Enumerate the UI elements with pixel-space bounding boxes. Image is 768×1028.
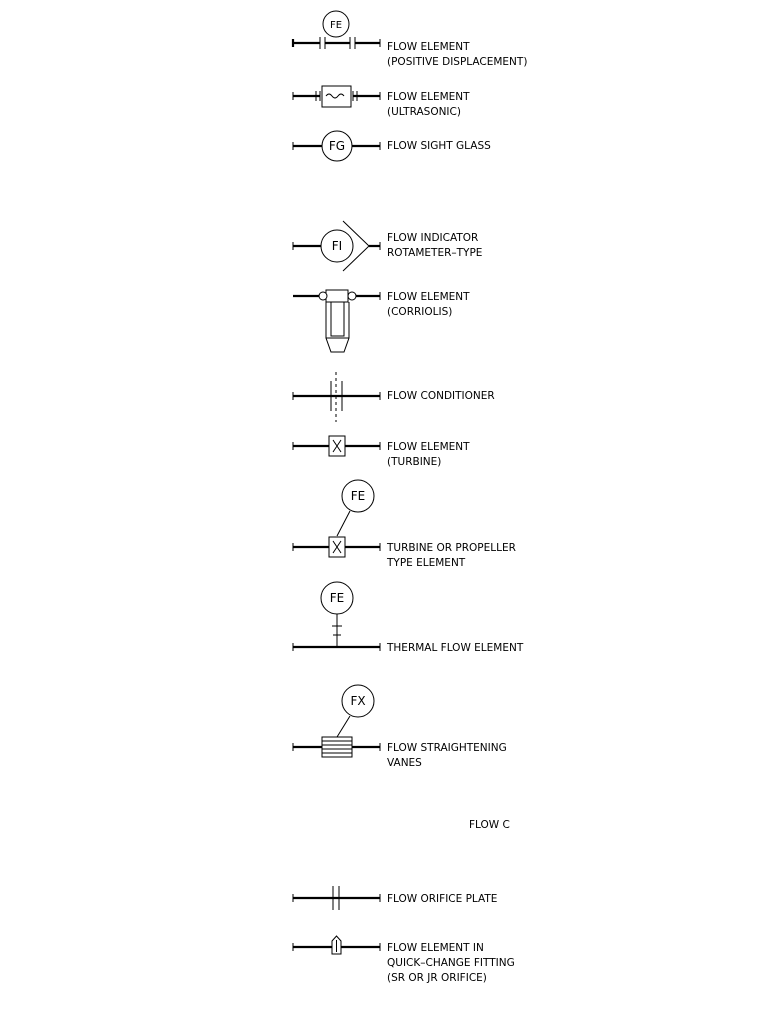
bubble-fx: FX [350, 694, 366, 708]
label-fe-pd-line2: (POSITIVE DISPLACEMENT) [387, 56, 528, 68]
label-fg: FLOW SIGHT GLASS [387, 140, 491, 152]
bubble-fe-thermal: FE [329, 591, 345, 605]
label-qc-line3: (SR OR JR ORIFICE) [387, 972, 487, 984]
label-truncated-flow: FLOW C [469, 819, 510, 831]
bubble-fg: FG [328, 139, 346, 153]
symbol-fe-quick-change [293, 936, 515, 984]
symbol-flow-orifice-plate [293, 886, 497, 910]
label-straight-line1: FLOW STRAIGHTENING [387, 742, 507, 754]
bubble-fe-pd: FE [329, 20, 343, 31]
bubble-fe-turbprop: FE [350, 489, 366, 503]
symbol-fe-coriolis [293, 290, 470, 352]
label-fe-us-line2: (ULTRASONIC) [387, 106, 461, 118]
label-thermal: THERMAL FLOW ELEMENT [387, 642, 524, 654]
symbol-fe-ultrasonic [293, 86, 470, 118]
label-cor-line2: (CORRIOLIS) [387, 306, 453, 318]
label-turb-line1: FLOW ELEMENT [387, 441, 470, 453]
label-straight-line2: VANES [387, 757, 422, 769]
label-turb-line2: (TURBINE) [387, 456, 442, 468]
symbol-fe-turbine [293, 436, 470, 468]
label-qc-line2: QUICK–CHANGE FITTING [387, 957, 515, 969]
label-fe-us-line1: FLOW ELEMENT [387, 91, 470, 103]
symbol-fe-positive-displacement [293, 11, 527, 68]
label-turbprop-line2: TYPE ELEMENT [387, 557, 466, 569]
symbol-flow-conditioner [293, 372, 495, 422]
label-turbprop-line1: TURBINE OR PROPELLER [387, 542, 516, 554]
symbol-turbine-propeller [293, 480, 516, 569]
label-orifice: FLOW ORIFICE PLATE [387, 893, 498, 905]
label-fe-pd-line1: FLOW ELEMENT [387, 41, 470, 53]
label-fi-line2: ROTAMETER–TYPE [387, 247, 483, 259]
label-qc-line1: FLOW ELEMENT IN [387, 942, 484, 954]
symbol-flow-sight-glass [293, 131, 491, 161]
label-cor-line1: FLOW ELEMENT [387, 291, 470, 303]
symbol-flow-straightening-vanes [293, 685, 507, 769]
label-fcond: FLOW CONDITIONER [387, 390, 495, 402]
symbol-flow-indicator-rotameter [293, 221, 482, 271]
label-fi-line1: FLOW INDICATOR [387, 232, 479, 244]
bubble-fi: FI [331, 239, 343, 253]
symbol-thermal-flow-element [293, 582, 524, 654]
